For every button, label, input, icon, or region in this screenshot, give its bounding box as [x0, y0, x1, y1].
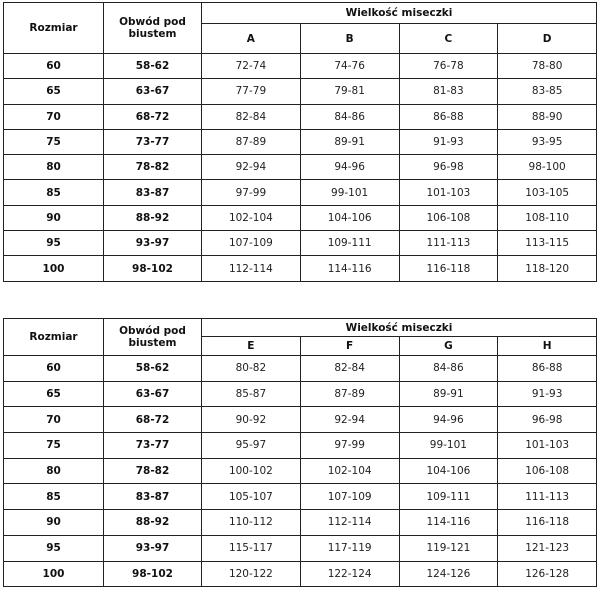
- cell-bust-range: 126-128: [498, 561, 597, 587]
- cell-bust-range: 83-85: [498, 79, 597, 104]
- cell-bust-range: 100-102: [202, 458, 301, 484]
- cell-bust-range: 78-80: [498, 54, 597, 79]
- table-row: [4, 535, 597, 561]
- cell-underbust: 93-97: [104, 535, 202, 561]
- cell-size: 80: [4, 155, 104, 180]
- cell-size: 75: [4, 129, 104, 154]
- cell-underbust: 68-72: [104, 407, 202, 433]
- header-cup-letter: H: [498, 337, 597, 356]
- cell-bust-range: 102-104: [300, 458, 399, 484]
- cell-underbust: 68-72: [104, 104, 202, 129]
- table-row: [4, 484, 597, 510]
- cell-bust-range: 80-82: [202, 356, 301, 382]
- cell-bust-range: 112-114: [300, 510, 399, 536]
- cell-bust-range: 72-74: [202, 54, 301, 79]
- header-size: Rozmiar: [4, 3, 104, 54]
- table-row: [4, 231, 597, 256]
- cell-bust-range: 93-95: [498, 129, 597, 154]
- cell-bust-range: 89-91: [300, 129, 399, 154]
- table-row: [4, 79, 597, 104]
- cell-bust-range: 104-106: [399, 458, 498, 484]
- cell-bust-range: 117-119: [300, 535, 399, 561]
- cell-underbust: 63-67: [104, 381, 202, 407]
- cell-underbust: 73-77: [104, 129, 202, 154]
- cell-bust-range: 101-103: [399, 180, 498, 205]
- header-cup-size: Wielkość miseczki: [202, 319, 597, 337]
- cell-bust-range: 91-93: [498, 381, 597, 407]
- cell-bust-range: 89-91: [399, 381, 498, 407]
- cell-bust-range: 99-101: [399, 433, 498, 459]
- table-row: [4, 205, 597, 230]
- header-cup-letter: D: [498, 24, 597, 54]
- header-underbust-line1: Obwód pod: [119, 16, 186, 28]
- header-underbust-line1: Obwód pod: [119, 325, 186, 337]
- cell-size: 65: [4, 79, 104, 104]
- cell-size: 85: [4, 484, 104, 510]
- cell-bust-range: 86-88: [498, 356, 597, 382]
- header-size: Rozmiar: [4, 319, 104, 356]
- cell-bust-range: 82-84: [300, 356, 399, 382]
- cell-bust-range: 90-92: [202, 407, 301, 433]
- cell-bust-range: 107-109: [300, 484, 399, 510]
- table-body: [4, 356, 597, 587]
- table-row: [4, 155, 597, 180]
- cell-bust-range: 97-99: [300, 433, 399, 459]
- cell-bust-range: 87-89: [202, 129, 301, 154]
- cell-underbust: 98-102: [104, 561, 202, 587]
- header-cup-letter: B: [300, 24, 399, 54]
- cell-bust-range: 107-109: [202, 231, 301, 256]
- cell-size: 75: [4, 433, 104, 459]
- cell-size: 95: [4, 535, 104, 561]
- cell-underbust: 58-62: [104, 356, 202, 382]
- cell-bust-range: 99-101: [300, 180, 399, 205]
- cell-bust-range: 84-86: [399, 356, 498, 382]
- cell-bust-range: 82-84: [202, 104, 301, 129]
- cell-underbust: 73-77: [104, 433, 202, 459]
- cell-bust-range: 84-86: [300, 104, 399, 129]
- cell-bust-range: 116-118: [498, 510, 597, 536]
- cell-size: 60: [4, 356, 104, 382]
- cell-bust-range: 110-112: [202, 510, 301, 536]
- table-row: [4, 381, 597, 407]
- cell-bust-range: 112-114: [202, 256, 301, 281]
- header-cup-size: Wielkość miseczki: [202, 3, 597, 24]
- cell-bust-range: 94-96: [300, 155, 399, 180]
- cell-underbust: 78-82: [104, 155, 202, 180]
- cell-bust-range: 109-111: [399, 484, 498, 510]
- cell-bust-range: 85-87: [202, 381, 301, 407]
- header-underbust-line2: biustem: [128, 28, 177, 40]
- table-row: [4, 180, 597, 205]
- cell-bust-range: 97-99: [202, 180, 301, 205]
- cell-underbust: 88-92: [104, 510, 202, 536]
- cell-underbust: 98-102: [104, 256, 202, 281]
- cell-bust-range: 74-76: [300, 54, 399, 79]
- table-row: [4, 104, 597, 129]
- cell-bust-range: 118-120: [498, 256, 597, 281]
- header-cup-letter: C: [399, 24, 498, 54]
- cell-bust-range: 79-81: [300, 79, 399, 104]
- cell-bust-range: 92-94: [300, 407, 399, 433]
- size-table-cups-a-d: [3, 2, 597, 282]
- cell-underbust: 58-62: [104, 54, 202, 79]
- cell-bust-range: 88-90: [498, 104, 597, 129]
- cell-bust-range: 98-100: [498, 155, 597, 180]
- cell-bust-range: 119-121: [399, 535, 498, 561]
- cell-bust-range: 121-123: [498, 535, 597, 561]
- header-cup-letter: F: [300, 337, 399, 356]
- table-row: [4, 407, 597, 433]
- cell-underbust: 88-92: [104, 205, 202, 230]
- cell-size: 100: [4, 256, 104, 281]
- table-row: [4, 458, 597, 484]
- cell-bust-range: 120-122: [202, 561, 301, 587]
- cell-bust-range: 114-116: [399, 510, 498, 536]
- header-underbust-line2: biustem: [128, 337, 177, 349]
- header-cup-letter: E: [202, 337, 301, 356]
- cell-bust-range: 111-113: [399, 231, 498, 256]
- cell-bust-range: 109-111: [300, 231, 399, 256]
- cell-bust-range: 87-89: [300, 381, 399, 407]
- table-row: [4, 256, 597, 281]
- cell-size: 60: [4, 54, 104, 79]
- cell-bust-range: 122-124: [300, 561, 399, 587]
- cell-bust-range: 115-117: [202, 535, 301, 561]
- cell-bust-range: 101-103: [498, 433, 597, 459]
- cell-underbust: 83-87: [104, 484, 202, 510]
- table-row: [4, 356, 597, 382]
- header-cup-letter: A: [202, 24, 301, 54]
- header-cup-letter: G: [399, 337, 498, 356]
- cell-bust-range: 77-79: [202, 79, 301, 104]
- cell-bust-range: 116-118: [399, 256, 498, 281]
- cell-bust-range: 105-107: [202, 484, 301, 510]
- table-row: [4, 129, 597, 154]
- table-body: [4, 54, 597, 282]
- cell-bust-range: 76-78: [399, 54, 498, 79]
- cell-bust-range: 106-108: [498, 458, 597, 484]
- cell-bust-range: 114-116: [300, 256, 399, 281]
- cell-bust-range: 86-88: [399, 104, 498, 129]
- cell-bust-range: 94-96: [399, 407, 498, 433]
- table-row: [4, 510, 597, 536]
- cell-size: 95: [4, 231, 104, 256]
- cell-size: 80: [4, 458, 104, 484]
- cell-bust-range: 113-115: [498, 231, 597, 256]
- header-underbust: [104, 319, 202, 356]
- cell-size: 85: [4, 180, 104, 205]
- cell-bust-range: 104-106: [300, 205, 399, 230]
- cell-underbust: 63-67: [104, 79, 202, 104]
- cell-underbust: 78-82: [104, 458, 202, 484]
- cell-underbust: 83-87: [104, 180, 202, 205]
- cell-bust-range: 102-104: [202, 205, 301, 230]
- cell-size: 100: [4, 561, 104, 587]
- cell-bust-range: 96-98: [498, 407, 597, 433]
- cell-size: 70: [4, 104, 104, 129]
- cell-bust-range: 103-105: [498, 180, 597, 205]
- cell-bust-range: 95-97: [202, 433, 301, 459]
- cell-bust-range: 92-94: [202, 155, 301, 180]
- table-row: [4, 54, 597, 79]
- cell-size: 90: [4, 510, 104, 536]
- cell-bust-range: 91-93: [399, 129, 498, 154]
- cell-bust-range: 106-108: [399, 205, 498, 230]
- header-underbust: [104, 3, 202, 54]
- cell-size: 70: [4, 407, 104, 433]
- cell-bust-range: 108-110: [498, 205, 597, 230]
- cell-bust-range: 96-98: [399, 155, 498, 180]
- cell-bust-range: 124-126: [399, 561, 498, 587]
- size-table-cups-e-h: [3, 318, 597, 587]
- table-row: [4, 561, 597, 587]
- cell-underbust: 93-97: [104, 231, 202, 256]
- cell-bust-range: 111-113: [498, 484, 597, 510]
- cell-bust-range: 81-83: [399, 79, 498, 104]
- cell-size: 90: [4, 205, 104, 230]
- table-row: [4, 433, 597, 459]
- cell-size: 65: [4, 381, 104, 407]
